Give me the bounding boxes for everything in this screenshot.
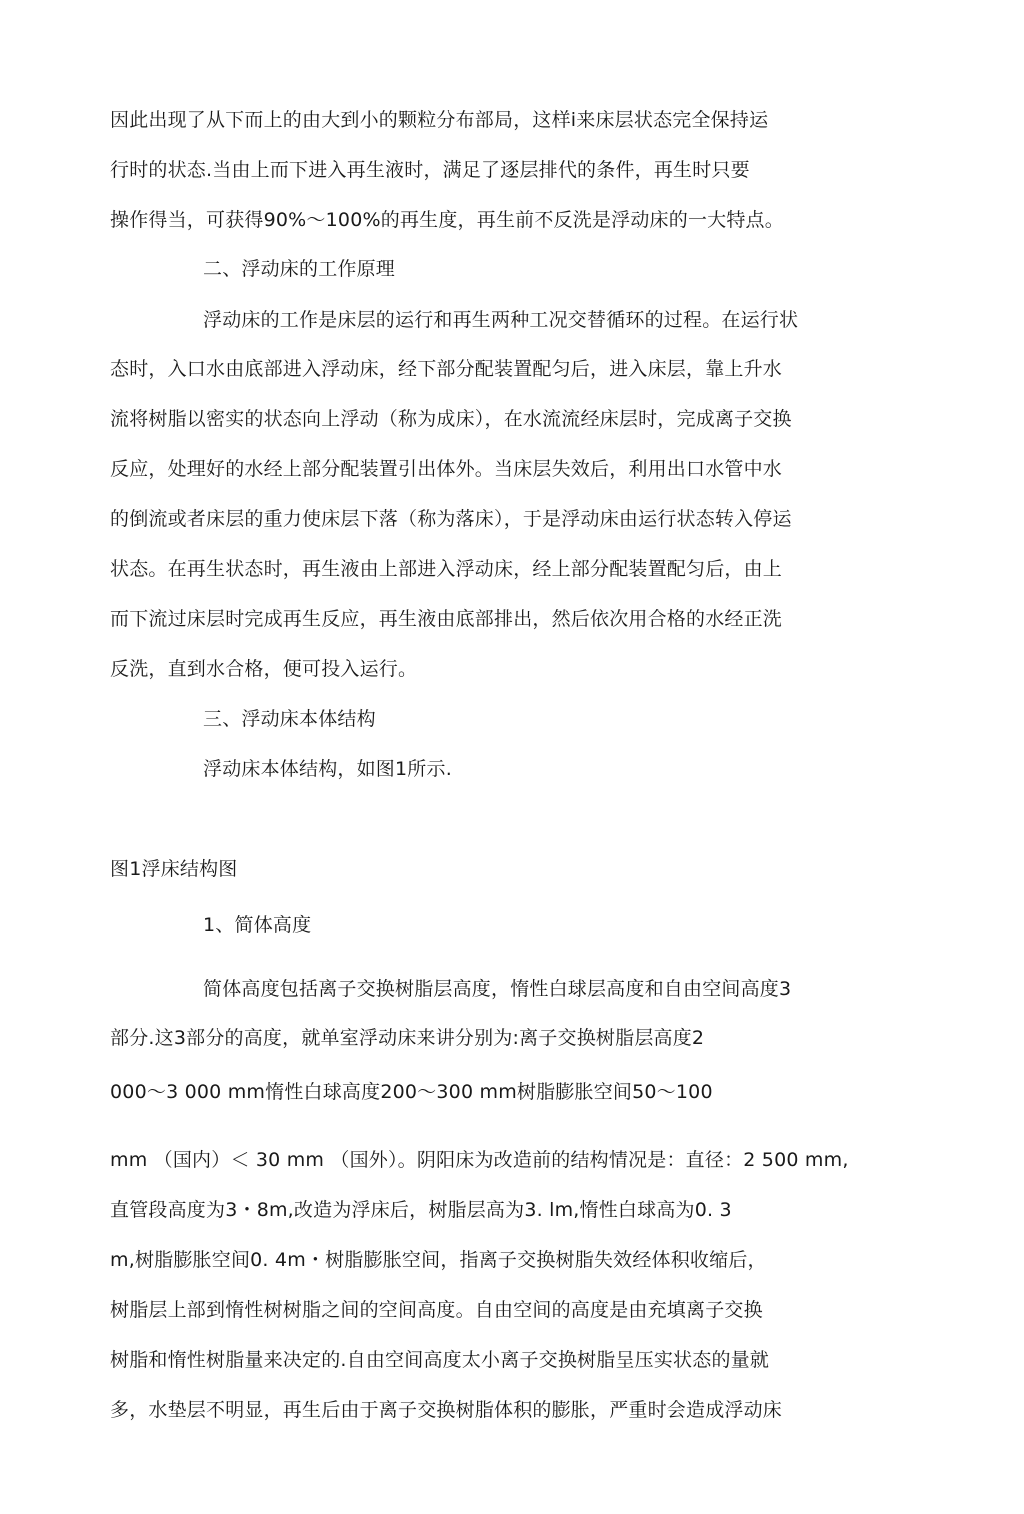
paragraph-line: 状态。在再生状态时，再生液由上部进入浮动床，经上部分配装置配匀后，由上 bbox=[110, 558, 783, 580]
paragraph-line: 而下流过床层时完成再生反应，再生液由底部排出，然后依次用合格的水经正洗 bbox=[110, 608, 783, 630]
paragraph-line: 多，水垫层不明显，再生后由于离子交换树脂体积的膨胀，严重时会造成浮动床 bbox=[110, 1399, 783, 1421]
paragraph-line: 树脂和惰性树脂量来决定的.自由空间高度太小离子交换树脂呈压实状态的量就 bbox=[110, 1349, 770, 1371]
paragraph-line: 简体高度包括离子交换树脂层高度，惰性白球层高度和自由空间高度3 bbox=[203, 978, 792, 1000]
paragraph-line: 因此出现了从下而上的由大到小的颗粒分布部局，这样i来床层状态完全保持运 bbox=[110, 109, 769, 131]
paragraph-line: 树脂层上部到惰性树树脂之间的空间高度。自由空间的高度是由充填离子交换 bbox=[110, 1299, 763, 1321]
paragraph-line: 操作得当，可获得90%～100%的再生度，再生前不反洗是浮动床的一大特点。 bbox=[110, 209, 784, 231]
paragraph-line: 直管段高度为3・8m,改造为浮床后，树脂层高为3. lm,惰性白球高为0. 3 bbox=[110, 1199, 732, 1221]
paragraph-line: 态时，入口水由底部进入浮动床，经下部分配装置配匀后，进入床层，靠上升水 bbox=[110, 358, 783, 380]
paragraph-line: 反洗，直到水合格，便可投入运行。 bbox=[110, 658, 418, 680]
paragraph-line: mm （国内）＜ 30 mm （国外）。阴阳床为改造前的结构情况是：直径：2 500 mm, bbox=[110, 1149, 849, 1171]
paragraph-line: 流将树脂以密实的状态向上浮动（称为成床），在水流流经床层时，完成离子交换 bbox=[110, 408, 792, 430]
paragraph-line: 000～3 000 mm惰性白球高度200～300 mm树脂膨胀空间50～100 bbox=[110, 1081, 713, 1103]
paragraph-line: m,树脂膨胀空间0. 4m・树脂膨胀空间，指离子交换树脂失效经体积收缩后， bbox=[110, 1249, 767, 1271]
subsection-heading: 1、简体高度 bbox=[203, 914, 312, 936]
paragraph-line: 部分.这3部分的高度，就单室浮动床来讲分别为:离子交换树脂层高度2 bbox=[110, 1027, 705, 1049]
paragraph-line: 反应，处理好的水经上部分配装置引出体外。当床层失效后，利用出口水管中水 bbox=[110, 458, 783, 480]
paragraph-line: 浮动床本体结构，如图1所示. bbox=[203, 758, 452, 780]
paragraph-line: 行时的状态.当由上而下进入再生液时，满足了逐层排代的条件，再生时只要 bbox=[110, 159, 750, 181]
section-heading: 三、浮动床本体结构 bbox=[203, 708, 376, 730]
paragraph-line: 的倒流或者床层的重力使床层下落（称为落床），于是浮动床由运行状态转入停运 bbox=[110, 508, 792, 530]
paragraph-line: 浮动床的工作是床层的运行和再生两种工况交替循环的过程。在运行状 bbox=[203, 309, 799, 331]
section-heading: 二、浮动床的工作原理 bbox=[203, 258, 396, 280]
figure-caption: 图1浮床结构图 bbox=[110, 858, 238, 880]
